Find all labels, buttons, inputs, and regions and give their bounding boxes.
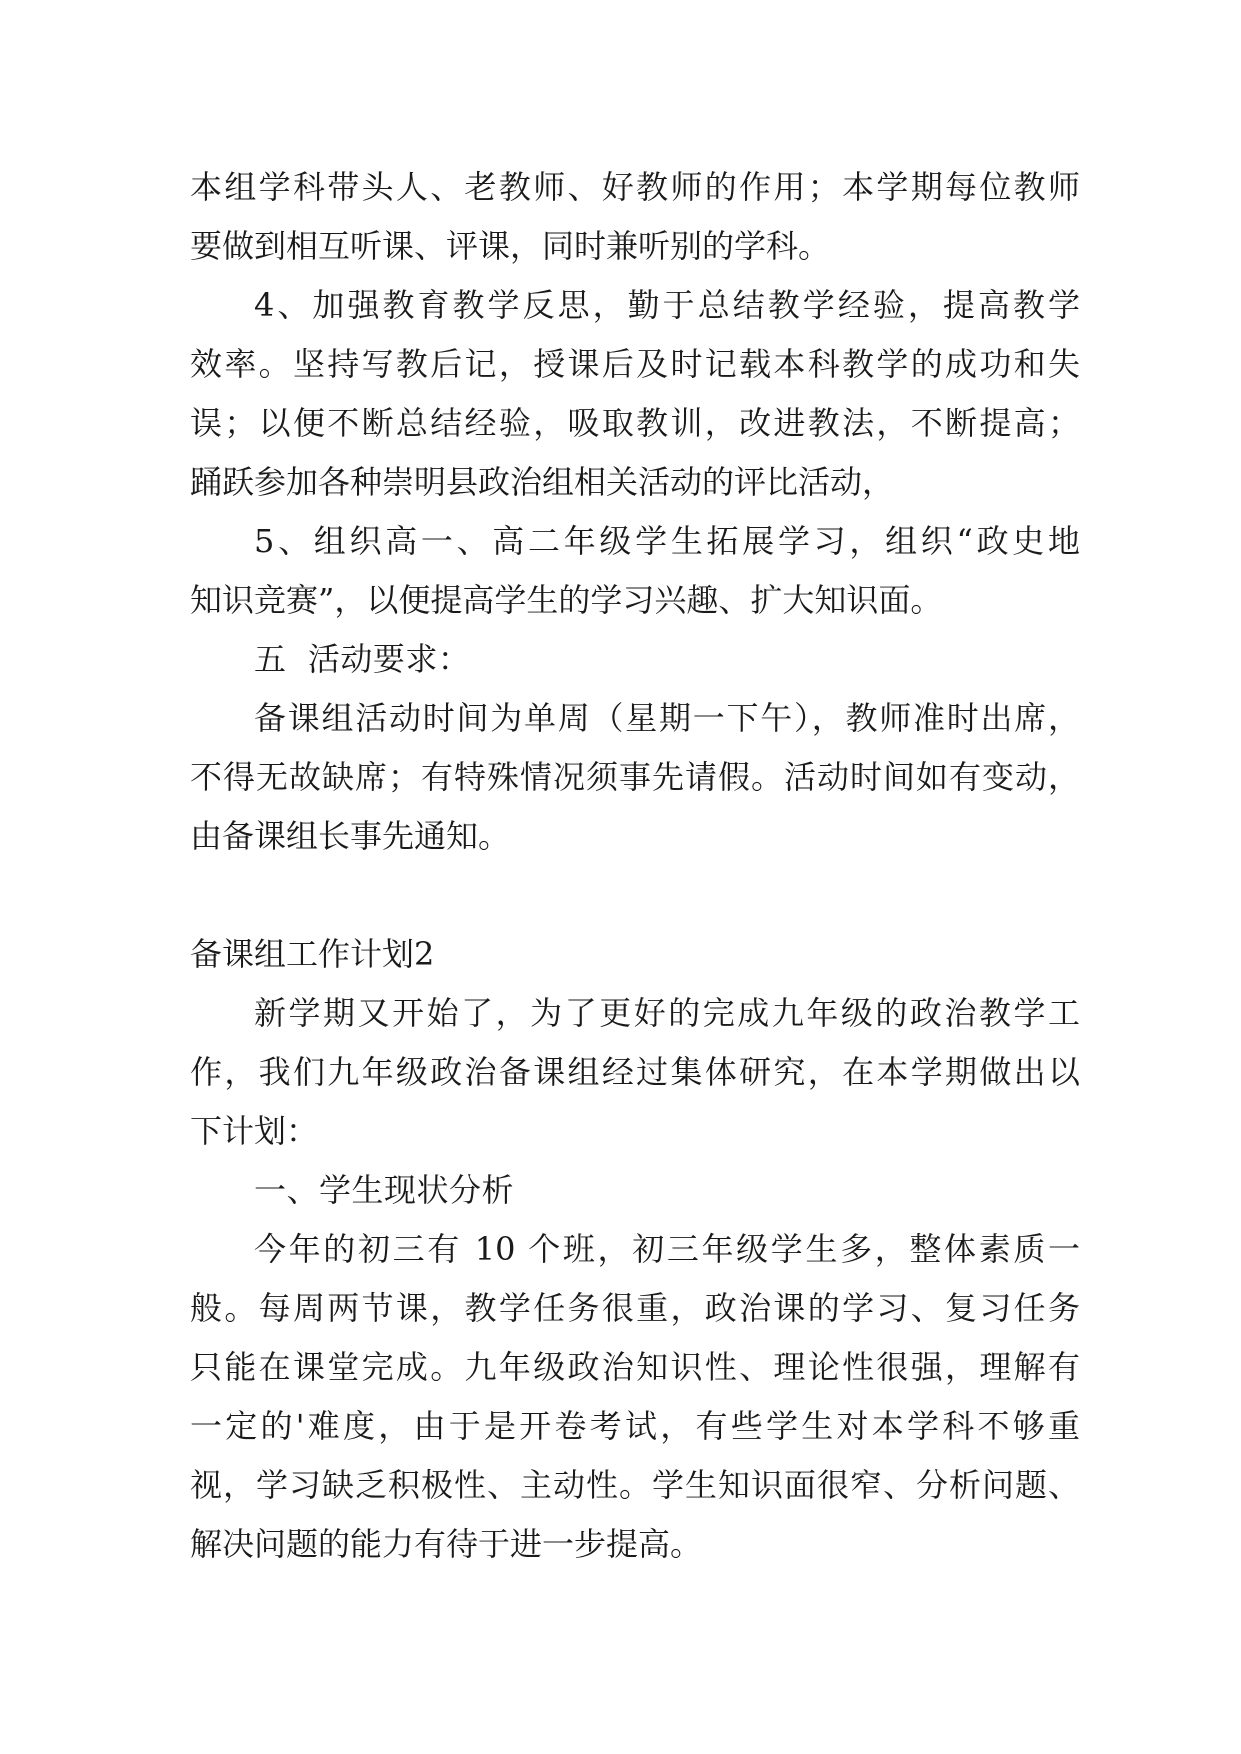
analysis-line: 一定的'难度，由于是开卷考试，有些学生对本学科不够重 — [190, 1407, 1080, 1445]
requirements-line: 由备课组长事先通知。 — [190, 817, 511, 855]
item-4-line: 效率。坚持写教后记，授课后及时记载本科教学的成功和失 — [190, 345, 1080, 383]
analysis-line: 今年的初三有 10 个班，初三年级学生多，整体素质一 — [254, 1230, 1080, 1268]
requirements-line: 不得无故缺席；有特殊情况须事先请假。活动时间如有变动， — [190, 758, 1080, 796]
text-line: 本组学科带头人、老教师、好教师的作用；本学期每位教师 — [190, 168, 1080, 206]
requirements-line: 备课组活动时间为单周（星期一下午），教师准时出席， — [254, 699, 1080, 737]
item-4-line: 踊跃参加各种崇明县政治组相关活动的评比活动， — [190, 463, 895, 501]
intro-line: 作，我们九年级政治备课组经过集体研究，在本学期做出以 — [190, 1053, 1080, 1091]
item-5-line: 5、组织高一、高二年级学生拓展学习，组织“政史地 — [254, 522, 1080, 560]
item-4-line: 4、加强教育教学反思，勤于总结教学经验，提高教学 — [254, 286, 1080, 324]
analysis-line: 解决问题的能力有待于进一步提高。 — [190, 1525, 703, 1563]
analysis-line: 般。每周两节课，教学任务很重，政治课的学习、复习任务 — [190, 1289, 1080, 1327]
analysis-line: 视，学习缺乏积极性、主动性。学生知识面很窄、分析问题、 — [190, 1466, 1080, 1504]
intro-line: 新学期又开始了，为了更好的完成九年级的政治教学工 — [254, 994, 1080, 1032]
section-5-heading: 五 活动要求： — [254, 640, 471, 678]
intro-line: 下计划： — [190, 1112, 319, 1150]
plan-2-title: 备课组工作计划2 — [190, 935, 435, 973]
section-1-heading: 一、学生现状分析 — [254, 1171, 515, 1209]
document-body — [190, 158, 1080, 1574]
item-4-line: 误；以便不断总结经验，吸取教训，改进教法，不断提高； — [190, 404, 1080, 442]
section-spacer — [190, 866, 1080, 925]
item-5-line: 知识竞赛”，以便提高学生的学习兴趣、扩大知识面。 — [190, 581, 943, 619]
text-line: 要做到相互听课、评课，同时兼听别的学科。 — [190, 227, 831, 265]
analysis-line: 只能在课堂完成。九年级政治知识性、理论性很强，理解有 — [190, 1348, 1080, 1386]
